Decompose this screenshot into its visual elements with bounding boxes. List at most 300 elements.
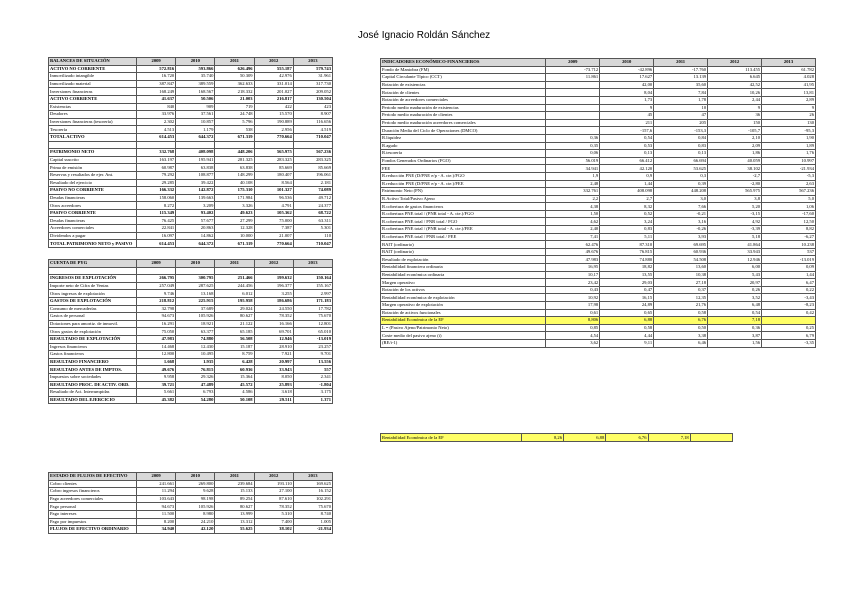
value-cell: 4,92	[708, 218, 762, 226]
value-cell: 6,76	[606, 434, 648, 442]
value-cell	[254, 267, 293, 275]
value-cell: 15.133	[215, 488, 254, 496]
value-cell: 96.536	[254, 194, 293, 202]
value-cell: 10	[654, 104, 708, 112]
table-header-row	[49, 58, 333, 66]
value-cell: 60.936	[215, 366, 254, 374]
value-cell: -42.896	[600, 66, 654, 74]
value-cell: 16.720	[137, 73, 176, 81]
value-cell: 2.956	[254, 126, 293, 134]
value-cell: 29.024	[215, 305, 254, 313]
value-cell: -3,15	[708, 210, 762, 218]
table-row	[49, 381, 333, 389]
table-row	[49, 290, 333, 298]
value-cell: 63.377	[176, 328, 215, 336]
value-cell: 155.167	[293, 282, 332, 290]
row-label-cell: Capital suscrito	[49, 156, 137, 164]
value-cell: 2013	[293, 473, 332, 481]
table-row	[381, 248, 816, 256]
value-cell: 21.007	[254, 232, 293, 240]
value-cell: 42.120	[176, 526, 215, 534]
value-cell: 0,43	[546, 286, 600, 294]
value-cell: 9.958	[137, 373, 176, 381]
table-row	[381, 218, 816, 226]
value-cell: 448.208	[654, 188, 708, 196]
value-cell: 50.108	[215, 396, 254, 404]
row-label-cell: Otros gastos de explotación	[49, 328, 137, 336]
value-cell: 33.976	[137, 111, 176, 119]
value-cell: 1,73	[600, 96, 654, 104]
value-cell: 158.060	[137, 194, 176, 202]
value-cell: 87.610	[254, 495, 293, 503]
value-cell: -21.934	[762, 165, 816, 173]
table-row	[381, 233, 816, 241]
economic-profitability-summary-table	[380, 433, 733, 442]
row-label-cell: ESTADO DE FLUJOS DE EFECTIVO	[49, 473, 137, 481]
value-cell: 269.800	[176, 480, 215, 488]
value-cell: 251.466	[215, 275, 254, 283]
table-row	[49, 488, 333, 496]
value-cell: 21.122	[215, 320, 254, 328]
value-cell: 13.999	[215, 510, 254, 518]
row-label-cell: R.cobertura PNE total / PNR total / FEE	[381, 233, 546, 241]
value-cell: 24.377	[293, 202, 332, 210]
value-cell: 190.889	[254, 118, 293, 126]
table-row	[49, 351, 333, 359]
value-cell: 6.012	[215, 290, 254, 298]
value-cell: 16,15	[600, 294, 654, 302]
value-cell: 4.513	[137, 126, 176, 134]
value-cell: 12.946	[708, 256, 762, 264]
value-cell: 7,66	[654, 203, 708, 211]
value-cell: 11.294	[137, 488, 176, 496]
row-label-cell: Deudores	[49, 111, 137, 119]
row-label-cell: Rentabilidad económica ordinaria	[381, 271, 546, 279]
value-cell: -3,39	[708, 226, 762, 234]
table-row	[49, 366, 333, 374]
value-cell: 41,95	[762, 81, 816, 89]
value-cell: 567.236	[293, 149, 332, 157]
value-cell: 195.958	[215, 297, 254, 305]
row-label-cell: L = (Pasivo Ajeno/Patrimonio Neto)	[381, 324, 546, 332]
value-cell: 8.740	[293, 510, 332, 518]
value-cell: 55.625	[215, 526, 254, 534]
value-cell	[254, 141, 293, 149]
value-cell: 840	[137, 103, 176, 111]
value-cell: 12.801	[293, 320, 332, 328]
row-label-cell: PASIVO NO CORRIENTE	[49, 187, 137, 195]
table-row	[381, 226, 816, 234]
value-cell: 3,24	[600, 218, 654, 226]
value-cell: 2009	[137, 260, 176, 268]
value-cell: 11.500	[137, 510, 176, 518]
value-cell: 113.455	[708, 66, 762, 74]
value-cell: 9	[708, 104, 762, 112]
value-cell: 39.721	[137, 381, 176, 389]
value-cell: 2012	[254, 58, 293, 66]
value-cell: 6.428	[215, 358, 254, 366]
table-row	[49, 503, 333, 511]
value-cell: 22.841	[137, 225, 176, 233]
value-cell: 50.506	[176, 95, 215, 103]
table-row	[49, 95, 333, 103]
value-cell: 1,44	[600, 180, 654, 188]
row-label-cell: BAIT (ordinario)	[381, 248, 546, 256]
value-cell: 142.872	[176, 187, 215, 195]
table-row	[381, 96, 816, 104]
value-cell: 2013	[293, 58, 332, 66]
row-label-cell: Rentabilidad Económica de la EF	[381, 317, 546, 325]
table-row	[49, 335, 333, 343]
row-label-cell: Ingresos financieros	[49, 343, 137, 351]
row-label-cell: TOTAL ACTIVO	[49, 133, 137, 141]
value-cell: 78.352	[254, 503, 293, 511]
value-cell: 27.100	[254, 488, 293, 496]
value-cell: 29.326	[176, 373, 215, 381]
table-row	[381, 142, 816, 150]
table-row	[381, 294, 816, 302]
value-cell: 14.468	[137, 343, 176, 351]
value-cell: -6,27	[762, 233, 816, 241]
value-cell: 205	[654, 119, 708, 127]
value-cell: 5.301	[293, 225, 332, 233]
table-row	[49, 179, 333, 187]
value-cell: 6,00	[708, 264, 762, 272]
value-cell: 287.625	[176, 282, 215, 290]
value-cell: 80.627	[215, 503, 254, 511]
value-cell: 387.847	[137, 80, 176, 88]
table-row	[49, 149, 333, 157]
value-cell: 75.000	[254, 217, 293, 225]
value-cell: 3.326	[215, 202, 254, 210]
table-row	[49, 65, 333, 73]
value-cell: 6,79	[762, 332, 816, 340]
row-label-cell: Impuestos sobre sociedades	[49, 373, 137, 381]
value-cell: 3.255	[254, 290, 293, 298]
value-cell: 47	[654, 112, 708, 120]
value-cell: 362.633	[215, 80, 254, 88]
value-cell: 3,87	[708, 332, 762, 340]
value-cell: -0,21	[654, 210, 708, 218]
value-cell: 32.798	[137, 305, 176, 313]
value-cell: 180.407	[254, 171, 293, 179]
row-label-cell: R.cobertura de gastos financieros	[381, 203, 546, 211]
value-cell: -157,6	[600, 127, 654, 135]
value-cell: 2,09	[708, 142, 762, 150]
value-cell: 422	[254, 103, 293, 111]
row-label-cell: Periodo medio maduración de clientes	[381, 112, 546, 120]
value-cell: 6,88	[564, 434, 606, 442]
value-cell: 33.943	[708, 248, 762, 256]
value-cell: 148.299	[215, 171, 254, 179]
value-cell	[546, 119, 600, 127]
value-cell: 50.309	[215, 73, 254, 81]
value-cell: 6,47	[762, 279, 816, 287]
value-cell: 49.623	[215, 209, 254, 217]
value-cell: 34.941	[546, 165, 600, 173]
value-cell: 2,2	[546, 195, 600, 203]
value-cell: 18,82	[600, 264, 654, 272]
value-cell	[293, 267, 332, 275]
value-cell: -17,60	[762, 210, 816, 218]
table-row	[49, 80, 333, 88]
value-cell: 103.643	[137, 495, 176, 503]
value-cell: 41.637	[137, 95, 176, 103]
value-cell: 66.412	[600, 157, 654, 165]
value-cell: 3,52	[708, 294, 762, 302]
value-cell: 75.670	[293, 503, 332, 511]
value-cell: 201.027	[254, 88, 293, 96]
value-cell: 1,06	[762, 203, 816, 211]
table-row	[49, 164, 333, 172]
table-row	[49, 88, 333, 96]
value-cell: 0,25	[762, 324, 816, 332]
table-row	[381, 241, 816, 249]
value-cell: 7,18	[708, 317, 762, 325]
value-cell: 2,44	[708, 96, 762, 104]
row-label-cell: RESULTADO ANTES DE IMPTOS.	[49, 366, 137, 374]
value-cell: 1,50	[546, 210, 600, 218]
value-cell: 75.050	[137, 328, 176, 336]
value-cell: 10,92	[546, 294, 600, 302]
value-cell: 6.793	[176, 389, 215, 397]
row-label-cell: R.reducción PNE (D/PNE e/p - A. cte.)/FEE	[381, 180, 546, 188]
value-cell: 21.003	[215, 95, 254, 103]
value-cell: 211	[600, 119, 654, 127]
value-cell: 565.975	[708, 188, 762, 196]
row-label-cell: Fondos Generados Ordinarios (FGO)	[381, 157, 546, 165]
value-cell: -0,26	[654, 226, 708, 234]
value-cell: 3,8	[708, 195, 762, 203]
value-cell: -8,23	[762, 302, 816, 310]
value-cell: 332.768	[137, 149, 176, 157]
value-cell: -2,7	[708, 172, 762, 180]
value-cell: 4.028	[762, 74, 816, 82]
value-cell: 61.782	[762, 66, 816, 74]
row-label-cell: ACTIVO NO CORRIENTE	[49, 65, 137, 73]
value-cell: 54.280	[176, 396, 215, 404]
value-cell: 4.586	[215, 389, 254, 397]
value-cell: 28.910	[254, 343, 293, 351]
value-cell: 8,04	[600, 89, 654, 97]
value-cell: 26	[762, 112, 816, 120]
value-cell: 36	[708, 112, 762, 120]
row-label-cell: R.Activo Total/Pasivo Ajeno	[381, 195, 546, 203]
value-cell: 0,26	[708, 286, 762, 294]
value-cell: 175.310	[215, 187, 254, 195]
value-cell: 1.005	[293, 518, 332, 526]
value-cell: 150	[708, 119, 762, 127]
row-label-cell: R.liquidez	[381, 134, 546, 142]
value-cell: 2010	[176, 260, 215, 268]
value-cell: 5.796	[215, 118, 254, 126]
row-label-cell: Gastos financieros	[49, 351, 137, 359]
value-cell: 0,54	[600, 134, 654, 142]
row-label-cell: Gastos de personal	[49, 313, 137, 321]
value-cell: 2,7	[600, 195, 654, 203]
value-cell	[546, 112, 600, 120]
row-label-cell: Dotaciones para amortiz. de inmovil.	[49, 320, 137, 328]
value-cell: 2009	[546, 59, 600, 67]
table-row	[49, 495, 333, 503]
row-label-cell: Rotación de clientes	[381, 89, 546, 97]
value-cell: 719	[215, 103, 254, 111]
value-cell: 10,38	[654, 271, 708, 279]
value-cell: 1.371	[293, 396, 332, 404]
value-cell: 47.983	[137, 335, 176, 343]
table-row	[49, 209, 333, 217]
value-cell	[137, 141, 176, 149]
value-cell: 2011	[654, 59, 708, 67]
table-row	[381, 271, 816, 279]
row-label-cell: Inversiones financieras	[49, 88, 137, 96]
value-cell: 572.816	[137, 65, 176, 73]
value-cell: 3,16	[654, 218, 708, 226]
value-cell: 37.561	[176, 111, 215, 119]
value-cell: 770.664	[254, 240, 293, 248]
value-cell: 218.332	[215, 88, 254, 96]
value-cell: 1,56	[708, 339, 762, 347]
row-label-cell: RESULTADO DE EXPLOTACIÓN	[49, 335, 137, 343]
value-cell: 565.975	[254, 149, 293, 157]
row-label-cell: Duración Media del Ciclo de Operaciones (DMCO)	[381, 127, 546, 135]
value-cell: 8,806	[546, 317, 600, 325]
table-row	[49, 297, 333, 305]
row-label-cell: Patrimonio Neto (PN)	[381, 188, 546, 196]
value-cell: 281.325	[215, 156, 254, 164]
value-cell: 1,78	[654, 96, 708, 104]
value-cell: 130.504	[293, 95, 332, 103]
value-cell: 85.669	[293, 164, 332, 172]
value-cell: 0,36	[708, 324, 762, 332]
value-cell: 4.791	[254, 202, 293, 210]
value-cell: 139.663	[176, 194, 215, 202]
value-cell: 186.686	[254, 297, 293, 305]
row-label-cell: INDICADORES ECONÓMICO-FINANCIEROS	[381, 59, 546, 67]
value-cell: 65.185	[215, 328, 254, 336]
table-row	[381, 203, 816, 211]
value-cell: 12.328	[215, 225, 254, 233]
value-cell	[546, 96, 600, 104]
value-cell: 218.812	[137, 297, 176, 305]
value-cell: 16.152	[293, 488, 332, 496]
value-cell: 23.257	[293, 343, 332, 351]
table-row	[381, 150, 816, 158]
value-cell: 15.570	[254, 111, 293, 119]
value-cell: 0,65	[600, 309, 654, 317]
value-cell: 0,13	[600, 150, 654, 158]
value-cell: 1,90	[762, 134, 816, 142]
value-cell: 101.327	[254, 187, 293, 195]
value-cell: 105.926	[176, 313, 215, 321]
value-cell: 0,52	[600, 210, 654, 218]
value-cell: 20.863	[176, 225, 215, 233]
value-cell: 1.179	[176, 126, 215, 134]
value-cell: 40.108	[215, 179, 254, 187]
value-cell: 423	[293, 103, 332, 111]
value-cell: 16.097	[137, 232, 176, 240]
value-cell: 3,38	[654, 332, 708, 340]
value-cell: 0,54	[708, 309, 762, 317]
value-cell: -17.760	[654, 66, 708, 74]
value-cell: 538	[215, 126, 254, 134]
value-cell: 56.508	[215, 335, 254, 343]
value-cell: 57.677	[176, 217, 215, 225]
value-cell: 29.285	[137, 179, 176, 187]
value-cell: 35,60	[654, 81, 708, 89]
row-label-cell: Pago por impuestos	[49, 518, 137, 526]
document-title: José Ignacio Roldán Sánchez	[357, 30, 491, 41]
value-cell: 614.453	[137, 240, 176, 248]
value-cell: 0,3	[654, 172, 708, 180]
value-cell: -95,3	[762, 127, 816, 135]
value-cell: 0,58	[600, 324, 654, 332]
value-cell: 0,9	[600, 172, 654, 180]
table-row	[49, 320, 333, 328]
table-row	[49, 232, 333, 240]
value-cell: 17.782	[293, 305, 332, 313]
value-cell: 168.249	[137, 88, 176, 96]
row-label-cell: Consumo de mercaderías	[49, 305, 137, 313]
value-cell: 8,32	[600, 203, 654, 211]
value-cell: 10.495	[176, 351, 215, 359]
value-cell: 56.019	[546, 157, 600, 165]
value-cell: 24,89	[600, 302, 654, 310]
value-cell: 389.559	[176, 80, 215, 88]
value-cell: 8,82	[762, 226, 816, 234]
table-row	[381, 317, 816, 325]
value-cell: 710.047	[293, 240, 332, 248]
value-cell: 13.312	[215, 518, 254, 526]
value-cell: 54.508	[654, 256, 708, 264]
value-cell: 567.236	[762, 188, 816, 196]
row-label-cell: Rotación de acreedores comerciales	[381, 96, 546, 104]
table-row	[381, 104, 816, 112]
value-cell: 60.987	[137, 164, 176, 172]
balance-sheet-table	[48, 57, 333, 248]
row-label-cell: PATRIMONIO NETO	[49, 149, 137, 157]
value-cell: 20.997	[254, 358, 293, 366]
row-label-cell: Periodo medio maduración acreedores comerciales	[381, 119, 546, 127]
value-cell: 0,06	[546, 150, 600, 158]
table-row	[49, 126, 333, 134]
value-cell: 671.319	[215, 240, 254, 248]
value-cell: 710.047	[293, 133, 332, 141]
value-cell: -73.712	[546, 66, 600, 74]
value-cell: 69.701	[254, 328, 293, 336]
value-cell: 6,76	[654, 317, 708, 325]
value-cell: 0,85	[546, 324, 600, 332]
value-cell: 6,46	[654, 339, 708, 347]
table-row	[49, 171, 333, 179]
value-cell: 13.139	[654, 74, 708, 82]
value-cell: 10.238	[762, 241, 816, 249]
value-cell: 0,35	[546, 142, 600, 150]
value-cell: 74.089	[293, 187, 332, 195]
row-label-cell: Margen operativo de explotación	[381, 302, 546, 310]
table-row	[49, 103, 333, 111]
value-cell: 1,44	[762, 271, 816, 279]
table-row	[381, 339, 816, 347]
row-label-cell: R.cobertura PNE total / (PNR total - A. cte.)/FEE	[381, 226, 546, 234]
value-cell: 12,35	[654, 294, 708, 302]
table-row	[381, 165, 816, 173]
value-cell: 0,09	[762, 264, 816, 272]
value-cell: 21,76	[654, 302, 708, 310]
value-cell: 909	[176, 103, 215, 111]
value-cell: 0,83	[654, 142, 708, 150]
value-cell: 195.941	[176, 156, 215, 164]
